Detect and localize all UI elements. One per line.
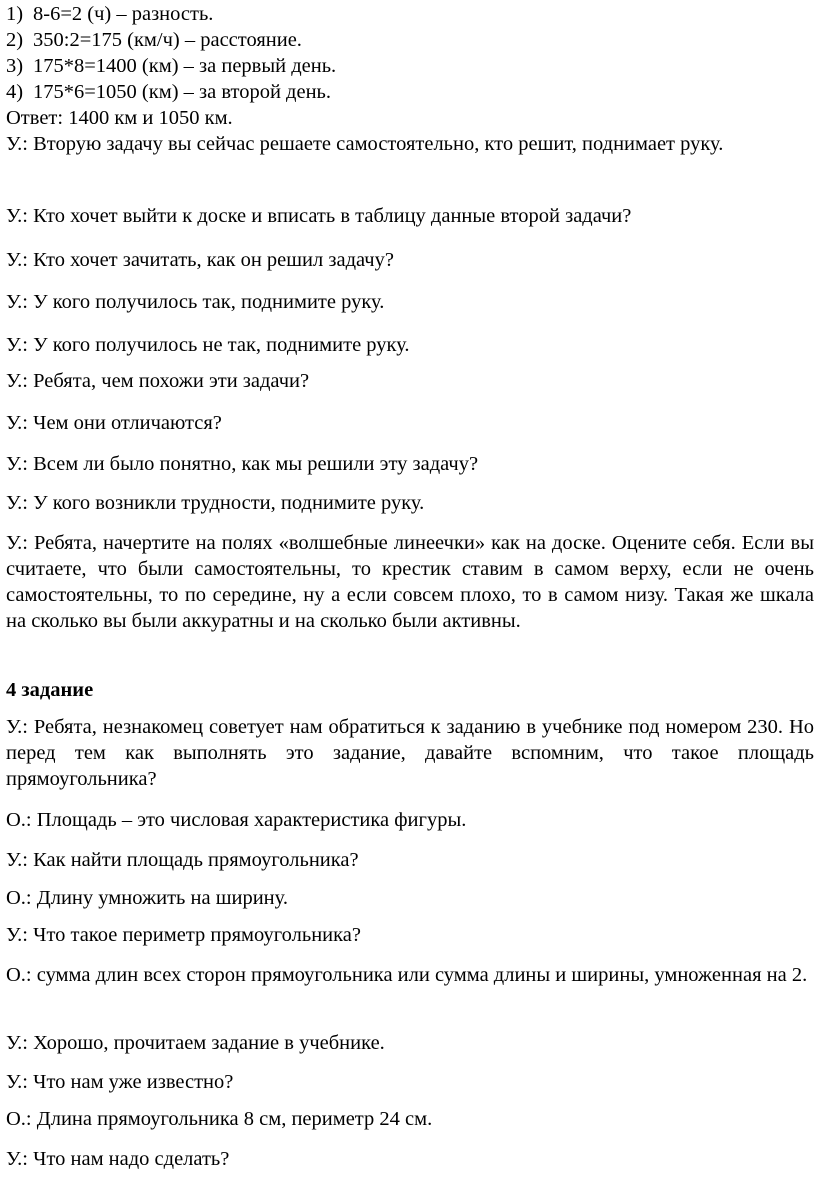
paragraph: У.: У кого возникли трудности, поднимите руку. (6, 492, 425, 514)
paragraph: У.: Что нам надо сделать? (6, 1148, 230, 1170)
solution-step (6, 1, 796, 27)
step-number: 4) (6, 81, 24, 103)
paragraph: У.: Что нам уже известно? (6, 1071, 234, 1093)
answer-line: Ответ: 1400 км и 1050 км. (6, 107, 233, 129)
paragraph: У.: Ребята, чем похожи эти задачи? (6, 370, 310, 392)
paragraph: У.: У кого получилось не так, поднимите руку. (6, 334, 410, 356)
step-text: 175*8=1400 (км) – за первый день. (33, 55, 337, 77)
paragraph: У.: Кто хочет зачитать, как он решил задачу? (6, 249, 394, 271)
paragraph: У.: Всем ли было понятно, как мы решили эту задачу? (6, 453, 479, 475)
paragraph: У.: У кого получилось так, поднимите руку. (6, 291, 385, 313)
step-number: 3) (6, 55, 24, 77)
step-text: 8-6=2 (ч) – разность. (33, 3, 214, 25)
paragraph: У.: Ребята, начертите на полях «волшебные линеечки» как на доске. Оцените себя. Если вы считаете, что были самостоятельны, то крестик ставим в самом верху, если не очень самостоятельны, то по середине, ну а если совсем плохо, то в самом низу. Такая же шкала на сколько вы были аккуратны и на сколько были активны. (6, 532, 814, 632)
paragraph: О.: Площадь – это числовая характеристика фигуры. (6, 809, 467, 831)
step-text: 175*6=1050 (км) – за второй день. (33, 81, 332, 103)
solution-step (6, 79, 796, 105)
step-number: 1) (6, 3, 24, 25)
paragraph: У.: Вторую задачу вы сейчас решаете самостоятельно, кто решит, поднимает руку. (6, 133, 724, 155)
paragraph: У.: Как найти площадь прямоугольника? (6, 849, 359, 871)
step-text: 350:2=175 (км/ч) – расстояние. (33, 29, 302, 51)
paragraph: У.: Ребята, незнакомец советует нам обратиться к заданию в учебнике под номером 230. Но перед тем как выполнять это задание, давайте вспомним, что такое площадь прямоугольника? (6, 716, 814, 790)
solution-steps (6, 1, 796, 131)
paragraph: О.: сумма длин всех сторон прямоугольника или сумма длины и ширины, умноженная на 2. (6, 964, 808, 986)
paragraph: У.: Чем они отличаются? (6, 412, 222, 434)
paragraph: У.: Кто хочет выйти к доске и вписать в таблицу данные второй задачи? (6, 205, 632, 227)
paragraph: О.: Длина прямоугольника 8 см, периметр 24 см. (6, 1108, 433, 1130)
paragraph: У.: Хорошо, прочитаем задание в учебнике. (6, 1032, 385, 1054)
paragraph: У.: Что такое периметр прямоугольника? (6, 924, 361, 946)
solution-step (6, 53, 796, 79)
step-number: 2) (6, 29, 24, 51)
section-heading: 4 задание (6, 679, 94, 701)
solution-step (6, 27, 796, 53)
paragraph: О.: Длину умножить на ширину. (6, 887, 288, 909)
